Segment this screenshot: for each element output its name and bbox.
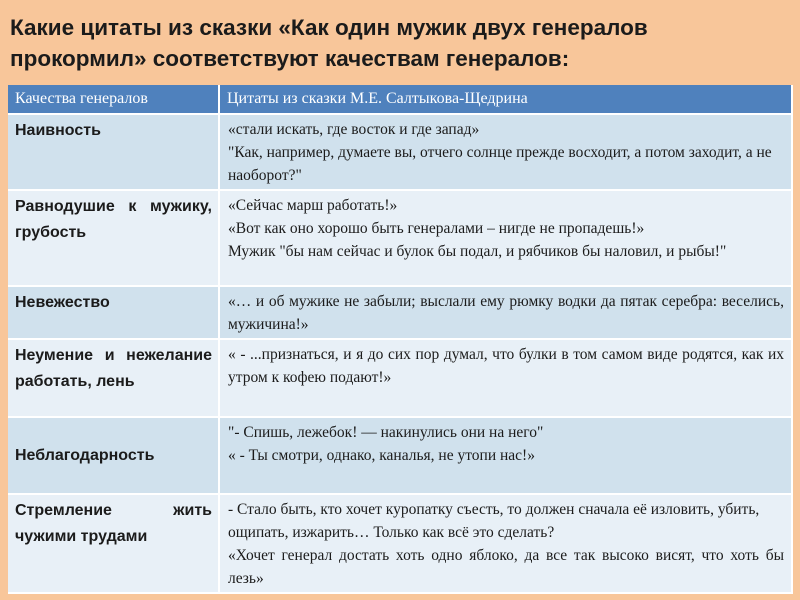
quote-cell (219, 494, 792, 593)
quote-line: "- Спишь, лежебок! — накинулись они на него" (228, 424, 544, 441)
slide-title: Какие цитаты из сказки «Как один мужик двух генералов прокормил» соответствуют качествам генералов: (10, 15, 648, 71)
table-row (8, 339, 792, 417)
quote-line: « - Ты смотри, однако, каналья, не утопи нас!» (228, 447, 535, 464)
quote-line: «Вот как оно хорошо быть генералами – нигде не пропадешь!» (228, 220, 645, 237)
quote-line: «… и об мужике не забыли; выслали ему рюмку водки да пятак серебра: веселись, мужичина!» (228, 293, 784, 333)
quote-line: « - ...признаться, и я до сих пор думал, что булки в том самом виде родятся, как их утром к кофею подают!» (228, 346, 784, 386)
table-row (8, 494, 792, 593)
column-header-quotes: Цитаты из сказки М.Е. Салтыкова-Щедрина (219, 85, 792, 114)
quote-line: "Как, например, думаете вы, отчего солнце прежде восходит, а потом заходит, а не наоборот?" (228, 144, 772, 184)
table-row (8, 417, 792, 494)
quote-line: «стали искать, где восток и где запад» (228, 121, 480, 138)
quote-cell (219, 190, 792, 286)
quote-cell (219, 417, 792, 494)
quote-cell (219, 339, 792, 417)
table-row (8, 286, 792, 339)
table-row (8, 114, 792, 190)
quality-cell: Неблагодарность (8, 417, 219, 494)
quote-cell (219, 114, 792, 190)
quote-line: - Стало быть, кто хочет куропатку съесть, то должен сначала её изловить, убить, ощипать, изжарить… Только как всё это сделать? (228, 501, 760, 541)
quality-cell: Наивность (8, 114, 219, 190)
quote-line: «Хочет генерал достать хоть одно яблоко, да все так высоко висят, что хоть бы лезь» (228, 547, 784, 587)
quality-cell: Стремление жить чужими трудами (8, 494, 219, 593)
quality-cell: Равнодушие к мужику, грубость (8, 190, 219, 286)
quality-cell: Неумение и нежелание работать, лень (8, 339, 219, 417)
column-header-qualities: Качества генералов (8, 85, 219, 114)
table-header-row (8, 85, 792, 114)
quote-line: «Сейчас марш работать!» (228, 197, 398, 214)
quote-line: Мужик "бы нам сейчас и булок бы подал, и рябчиков бы наловил, и рыбы!" (228, 243, 727, 260)
quality-cell: Невежество (8, 286, 219, 339)
quotes-table (8, 85, 793, 594)
quote-cell (219, 286, 792, 339)
table-row (8, 190, 792, 286)
